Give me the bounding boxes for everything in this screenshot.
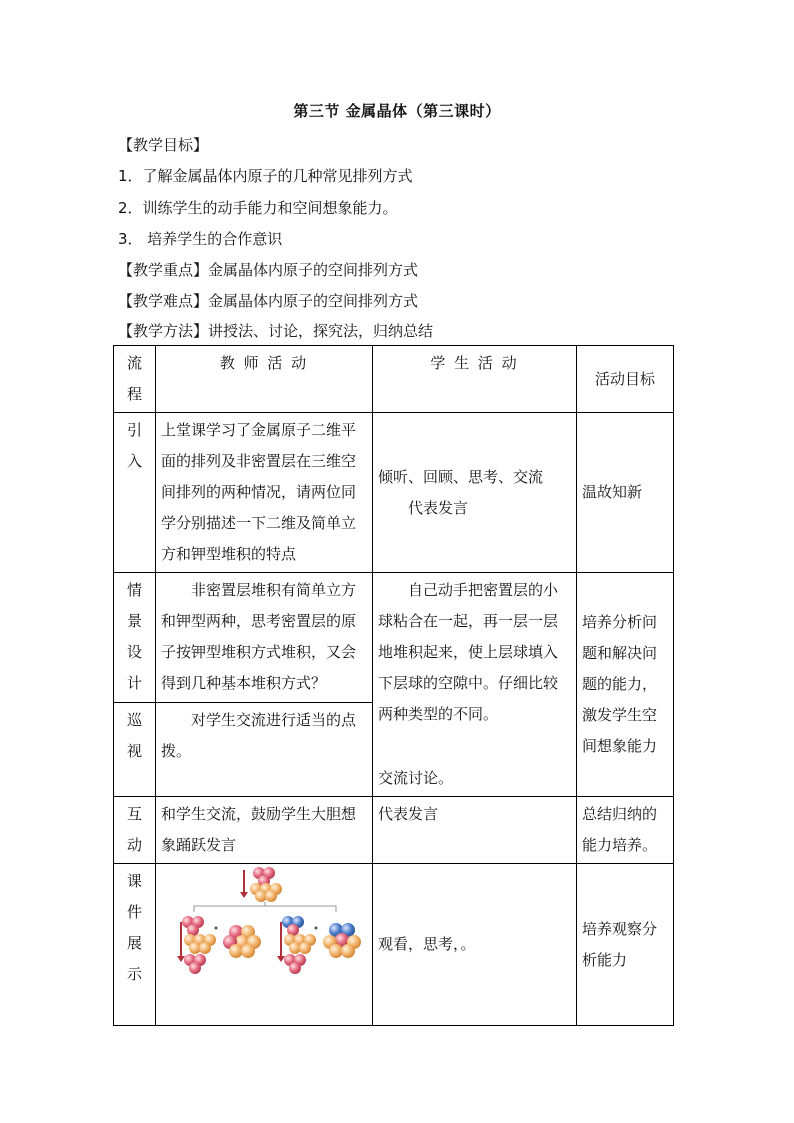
stage-cell — [114, 797, 156, 864]
table-row — [114, 797, 674, 864]
teacher-activity: 和学生交流，鼓励学生大胆想象踊跃发言 — [156, 797, 373, 864]
activity-goal: 温故知新 — [577, 413, 674, 573]
student-activity: 观看，思考，。 — [373, 864, 577, 1026]
stage-char: 引 — [126, 421, 142, 439]
stage-char: 入 — [126, 452, 142, 470]
student-activity — [373, 573, 577, 797]
objective-2: 2．训练学生的动手能力和空间想象能力。 — [118, 199, 398, 217]
stage-cell — [114, 703, 156, 797]
lesson-plan-table — [113, 345, 674, 1026]
table-row — [114, 413, 674, 573]
table-row — [114, 864, 674, 1026]
stage-char: 巡 — [126, 711, 142, 730]
objective-3: 3． 培养学生的合作意识 — [118, 230, 283, 248]
stage-cell — [114, 864, 156, 1026]
right-stacking-group — [277, 916, 361, 974]
sphere-stacking-diagram — [156, 864, 372, 1014]
activity-goal: 总结归纳的能力培养。 — [577, 797, 674, 864]
stage-cell — [114, 413, 156, 573]
header-stage-char: 程 — [126, 385, 142, 403]
table-header-row — [114, 346, 674, 413]
stage-char: 设 — [126, 643, 142, 661]
left-stacking-group — [177, 916, 261, 974]
activity-goal: 培养分析问题和解决问题的能力，激发学生空间想象能力 — [577, 573, 674, 797]
courseware-image-cell — [156, 864, 373, 1026]
stage-char: 展 — [126, 934, 142, 952]
stage-char: 件 — [126, 903, 142, 921]
stage-char: 情 — [126, 581, 142, 599]
header-goal: 活动目标 — [577, 346, 674, 413]
top-sphere-cluster — [240, 867, 282, 902]
teacher-activity: 非密置层堆积有简单立方和钾型两种，思考密置层的原子按钾型堆积方式堆积，又会得到几种基本堆积方式？ — [156, 573, 373, 703]
objectives-heading: 【教学目标】 — [118, 136, 209, 154]
student-activity-line: 代表发言 — [408, 498, 469, 517]
objective-1: 1．了解金属晶体内原子的几种常见排列方式 — [118, 167, 413, 185]
stage-char: 视 — [126, 742, 142, 761]
header-teacher: 教 师 活 动 — [156, 346, 373, 413]
difficulty: 【教学难点】金属晶体内原子的空间排列方式 — [118, 292, 419, 310]
header-stage-char: 流 — [126, 354, 142, 372]
page-title: 第三节 金属晶体（第三课时） — [293, 102, 501, 120]
student-activity-line: 倾听、回顾、思考、交流 — [378, 467, 544, 486]
stage-char: 景 — [126, 612, 142, 630]
stage-char: 计 — [126, 674, 142, 692]
teaching-method: 【教学方法】讲授法、讨论，探究法，归纳总结 — [118, 322, 434, 340]
student-activity-line: 自己动手把密置层的小球粘合在一起，再一层一层地堆积起来，使上层球填入下层球的空隙中。仔细比较两种类型的不同。 — [378, 581, 559, 723]
stage-char: 示 — [126, 965, 142, 983]
activity-goal: 培养观察分析能力 — [577, 864, 674, 1026]
stage-cell — [114, 573, 156, 703]
student-activity: 代表发言 — [373, 797, 577, 864]
student-activity — [373, 413, 577, 573]
stage-char: 动 — [126, 836, 142, 854]
stage-char: 课 — [126, 872, 142, 890]
table-row — [114, 573, 674, 703]
student-activity-line: 交流讨论。 — [378, 769, 454, 787]
key-point: 【教学重点】金属晶体内原子的空间排列方式 — [118, 261, 419, 279]
header-student: 学 生 活 动 — [373, 346, 577, 413]
teacher-activity: 上堂课学习了金属原子二维平面的排列及非密置层在三维空间排列的两种情况，请两位同学分别描述一下二维及简单立方和钾型堆积的特点 — [156, 413, 373, 573]
stage-char: 互 — [126, 805, 142, 823]
header-stage — [114, 346, 156, 413]
teacher-activity: 对学生交流进行适当的点拨。 — [156, 703, 373, 797]
